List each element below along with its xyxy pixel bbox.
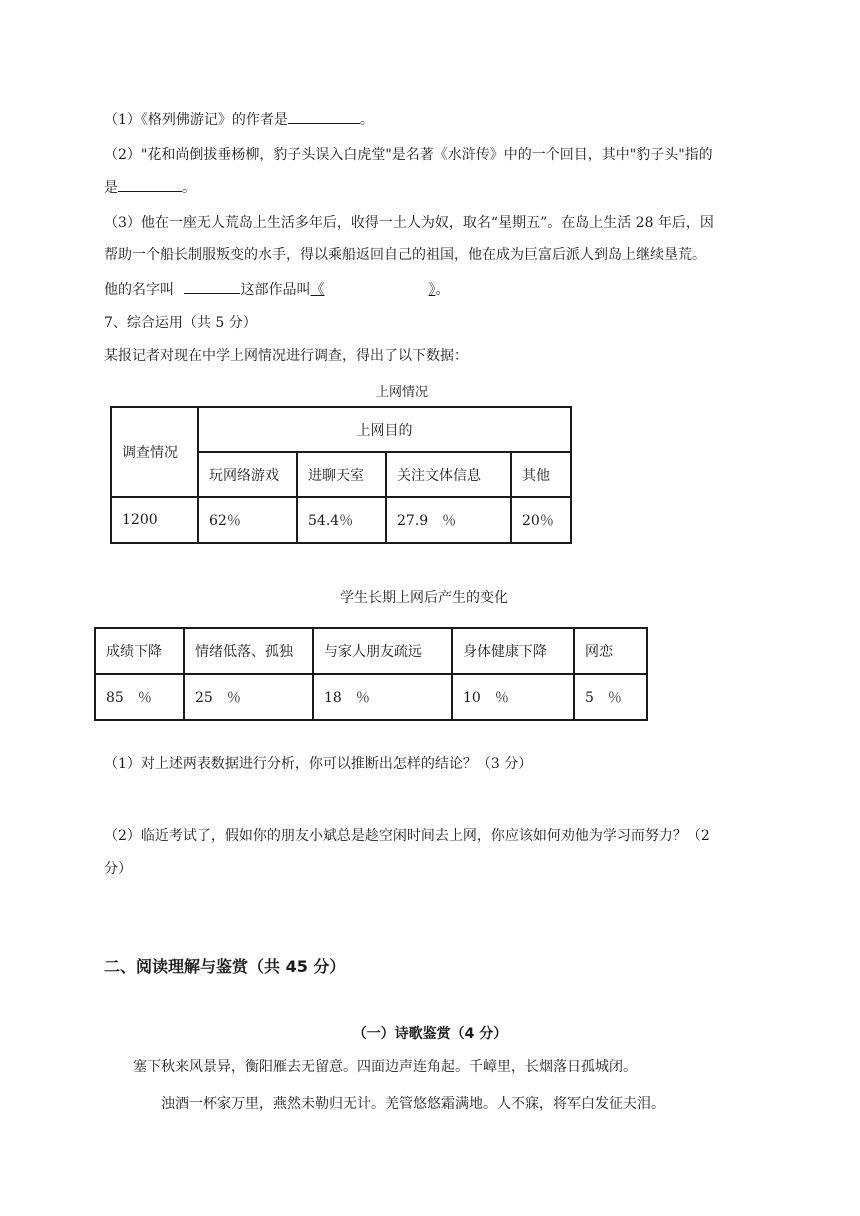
q6-item3-mid: 这部作品叫 (240, 282, 311, 298)
q7-sub1: （1）对上述两表数据进行分析，你可以推断出怎样的结论？（3 分） (104, 756, 533, 772)
q7-sub2-line2: 分） (104, 861, 132, 877)
q6-item2-line2 (104, 177, 196, 198)
q7-sub2-line1: （2）临近考试了，假如你的朋友小斌总是趁空闲时间去上网，你应该如何劝他为学习而努力？（2 (104, 828, 710, 844)
internet-usage-table (110, 406, 572, 544)
effects-table (94, 627, 648, 721)
cell-mood: 25 ％ (184, 674, 313, 720)
group-header-purpose: 上网目的 (198, 407, 571, 452)
poem-line1: 塞下秋来风景异，衡阳雁去无留意。四面边声连角起。千嶂里，长烟落日孤城闭。 (133, 1059, 637, 1075)
table2-caption: 学生长期上网后产生的变化 (340, 590, 508, 606)
col-header-sports-info: 关注文体信息 (386, 452, 511, 497)
punct: 。 (435, 282, 450, 298)
q6-item1-text: （1）《格列佛游记》的作者是 (104, 112, 288, 128)
section2-heading: 二、阅读理解与鉴赏（共 45 分） (104, 957, 346, 976)
cell-games: 62％ (198, 497, 297, 543)
row-header-survey: 调查情况 (111, 407, 198, 497)
q6-item3-line3 (104, 279, 449, 300)
q6-item3-line1: （3）他在一座无人荒岛上生活多年后，收得一土人为奴，取名“星期五”。在岛上生活 28 年后，因 (104, 215, 714, 231)
cell-sports-info: 27.9 ％ (386, 497, 511, 543)
cell-chat: 54.4％ (297, 497, 386, 543)
answer-blank[interactable] (184, 279, 240, 294)
answer-blank[interactable] (288, 109, 360, 124)
cell-grades: 85 ％ (95, 674, 184, 720)
col-header-other: 其他 (511, 452, 571, 497)
table1-caption: 上网情况 (376, 385, 429, 400)
col-header-games: 玩网络游戏 (198, 452, 297, 497)
punct: 。 (359, 112, 374, 128)
poem-line2: 浊酒一杯家万里，燕然未勒归无计。羌管悠悠霜满地。人不寐，将军白发征夫泪。 (161, 1096, 665, 1112)
cell-online-love: 5 ％ (574, 674, 647, 720)
answer-blank[interactable] (118, 177, 182, 192)
col-header-family: 与家人朋友疏远 (313, 628, 452, 674)
book-close: 》 (428, 282, 436, 298)
book-open: 《 (310, 282, 325, 298)
book-title-blank[interactable] (310, 282, 435, 298)
punct: 。 (182, 180, 196, 196)
cell-other: 20％ (511, 497, 571, 543)
cell-family: 18 ％ (313, 674, 452, 720)
poetry-heading: （一）诗歌鉴赏（4 分） (352, 1026, 508, 1042)
q6-item2-line1: （2）"花和尚倒拔垂杨柳，豹子头误入白虎堂"是名著《水浒传》中的一个回目，其中"豹子头"指的 (104, 147, 713, 163)
q7-intro: 某报记者对现在中学上网情况进行调查，得出了以下数据： (104, 348, 468, 364)
col-header-chat: 进聊天室 (297, 452, 386, 497)
q6-item3-line2: 帮助一个船长制服叛变的水手，得以乘船返回自己的祖国，他在成为巨富后派人到岛上继续垦荒。 (104, 247, 706, 263)
q6-item2-start: 是 (104, 180, 118, 196)
col-header-online-love: 网恋 (574, 628, 647, 674)
col-header-mood: 情绪低落、孤独 (184, 628, 313, 674)
col-header-grades: 成绩下降 (95, 628, 184, 674)
q6-item1 (104, 109, 374, 130)
col-header-health: 身体健康下降 (452, 628, 574, 674)
cell-health: 10 ％ (452, 674, 574, 720)
q6-item3-start: 他的名字叫 (104, 282, 174, 298)
cell-count: 1200 (111, 497, 198, 543)
q7-heading: 7、综合运用（共 5 分） (104, 315, 257, 331)
